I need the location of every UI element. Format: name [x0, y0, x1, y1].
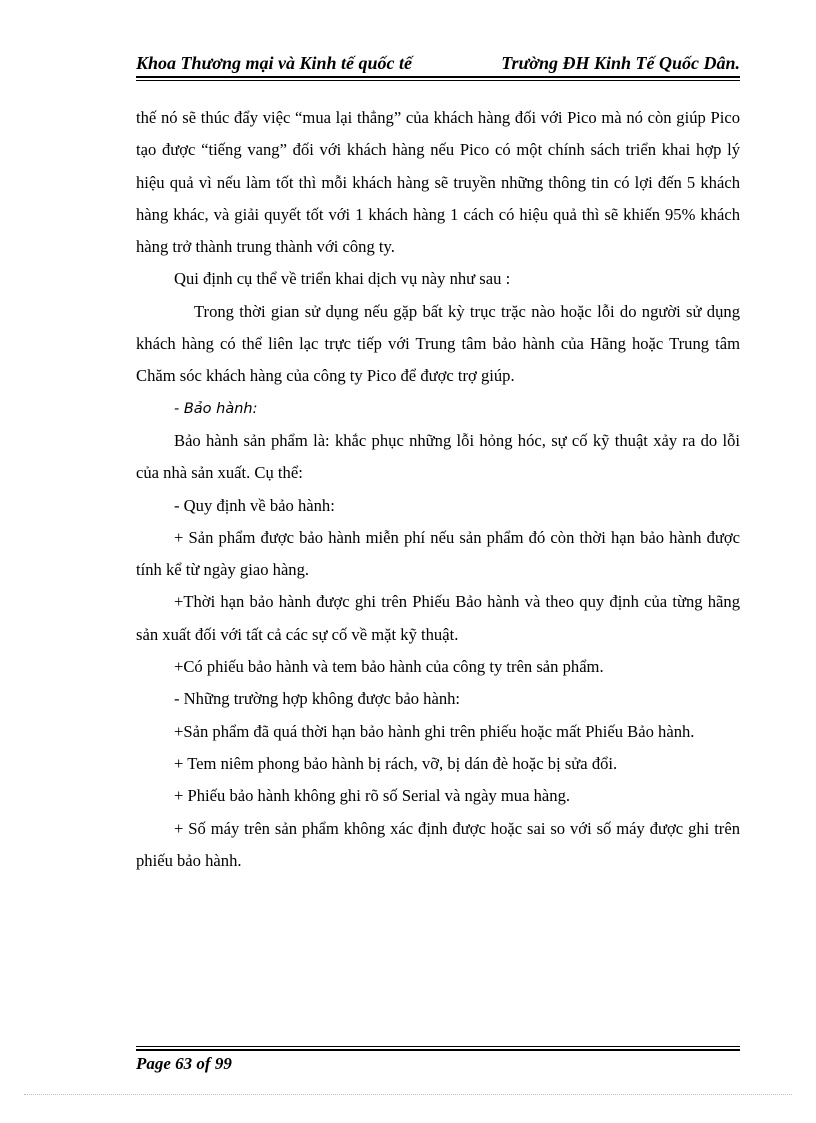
page-number: Page 63 of 99 [136, 1054, 232, 1073]
header-rule-thick [136, 76, 740, 78]
list-item: + Sản phẩm được bảo hành miễn phí nếu sản phẩm đó còn thời hạn bảo hành được tính kể từ ngày giao hàng. [136, 527, 740, 580]
list-item: + Số máy trên sản phẩm không xác định được hoặc sai so với số máy được ghi trên phiếu bảo hành. [136, 818, 740, 870]
header-faculty: Khoa Thương mại và Kinh tế quốc tế [136, 53, 412, 73]
page-header [136, 48, 740, 74]
section-heading-warranty: - Bảo hành: [174, 400, 258, 417]
footer-rule-thick [136, 1049, 740, 1051]
header-rule-thin [136, 80, 740, 81]
list-item: +Sản phẩm đã quá thời hạn bảo hành ghi trên phiếu hoặc mất Phiếu Bảo hành. [174, 721, 695, 741]
paragraph: thế nó sẽ thúc đẩy việc “mua lại thẳng” của khách hàng đối với Pico mà nó còn giúp Pico tạo được “tiếng vang” đối với khách hàng nếu Pico có một chính sách triển khai hợp lý hiệu quả vì nếu làm tốt thì mỗi khách hàng sẽ truyền những thông tin có lợi đến 5 khách hàng khác, và giải quyết tốt với 1 khách hàng 1 cách có hiệu quả thì sẽ khiến 95% khách hàng trở thành trung thành với công ty. [136, 108, 740, 257]
list-heading: - Những trường hợp không được bảo hành: [174, 689, 461, 709]
page-break-line [24, 1094, 792, 1095]
list-item: +Có phiếu bảo hành và tem bảo hành của công ty trên sản phẩm. [174, 657, 604, 677]
list-item: + Tem niêm phong bảo hành bị rách, vỡ, bị dán đè hoặc bị sửa đổi. [174, 753, 618, 773]
footer-rule-thin [136, 1046, 740, 1047]
paragraph: Bảo hành sản phẩm là: khắc phục những lỗi hỏng hóc, sự cố kỹ thuật xảy ra do lỗi của nhà sản xuất. Cụ thể: [136, 430, 740, 483]
list-heading: - Quy định về bảo hành: [174, 495, 335, 515]
list-item: +Thời hạn bảo hành được ghi trên Phiếu Bảo hành và theo quy định của từng hãng sản xuất đối với tất cả các sự cố về mặt kỹ thuật. [136, 592, 740, 644]
paragraph: Trong thời gian sử dụng nếu gặp bất kỳ trục trặc nào hoặc lỗi do người sử dụng khách hàng có thể liên lạc trực tiếp với Trung tâm bảo hành của Hãng hoặc Trung tâm Chăm sóc khách hàng của công ty Pico để được trợ giúp. [136, 301, 740, 386]
paragraph: Qui định cụ thể về triển khai dịch vụ này như sau : [174, 269, 511, 289]
header-university: Trường ĐH Kinh Tế Quốc Dân. [501, 53, 740, 73]
body-text [136, 102, 740, 877]
list-item: + Phiếu bảo hành không ghi rõ số Serial và ngày mua hàng. [174, 786, 571, 806]
